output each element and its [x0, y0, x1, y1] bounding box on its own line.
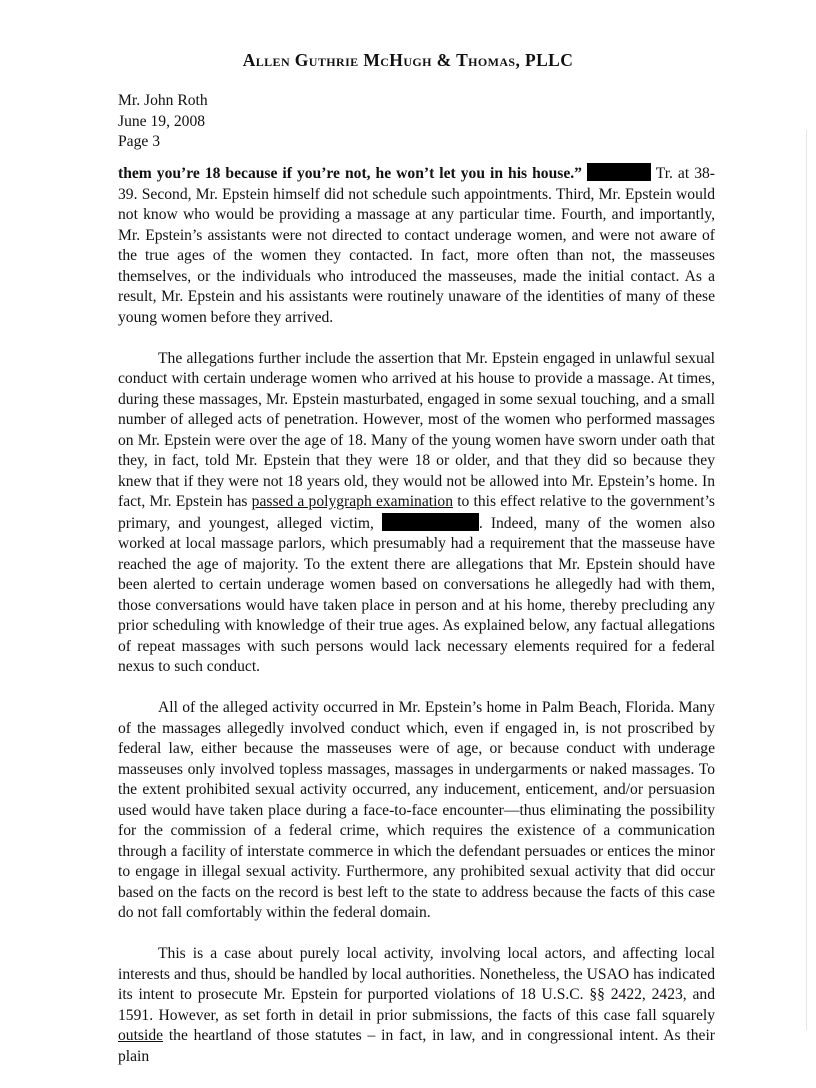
recipient-name: Mr. John Roth [118, 92, 208, 109]
scan-edge-line [806, 130, 807, 1030]
paragraph-4 [118, 944, 715, 1067]
paragraph-2-text-a: The allegations further include the assertion that Mr. Epstein engaged in unlawful sexual conduct with certain underage women who arrived at his house to provide a massage. At times, during these massages, Mr. Epstein masturbated, engaged in some sexual touching, and a small number of alleged acts of penetration. However, most of the women who performed massages on Mr. Epstein were over the age of 18. Many of the young women have sworn under oath that they, in fact, told Mr. Epstein that they were 18 or older, and that they did so because they knew that if they were not 18 years old, they would not be allowed into Mr. Epstein’s home. In fact, Mr. Epstein has [118, 349, 715, 510]
page-number: Page 3 [118, 133, 161, 150]
paragraph-2-text-c: . Indeed, many of the women also worked at local massage parlors, which presumably had a requirement that the masseuse have reached the age of majority. To the extent there are allegations that Mr. Epstein should have been alerted to certain underage women based on conversations he allegedly had with them, those conversations would have taken place in person and at his home, thereby precluding any prior scheduling with knowledge of their true ages. As explained below, any factual allegations of repeat massages with such persons would lack necessary elements required for a federal nexus to such conduct. [118, 514, 715, 675]
firm-letterhead: Allen Guthrie McHugh & Thomas, PLLC [242, 50, 574, 70]
letter-body [118, 163, 715, 1088]
paragraph-2-text-b: to this effect relative to the government’s primary, and youngest, alleged victim, [118, 493, 715, 532]
address-block [118, 91, 208, 153]
paragraph-4-text-a: This is a case about purely local activity, involving local actors, and affecting local interests and thus, should be handled by local authorities. Nonetheless, the USAO has indicated its intent to prosecute Mr. Epstein for purported violations of 18 U.S.C. §§ 2422, 2423, and 1591. However, as set forth in detail in prior submissions, the facts of this case fall squarely [118, 945, 715, 1024]
letter-date: June 19, 2008 [118, 112, 206, 130]
underlined-word: outside [118, 1027, 164, 1044]
quoted-testimony: them you’re 18 because if you’re not, he won’t let you in his house.” [118, 165, 582, 182]
underlined-phrase: passed a polygraph examination [251, 493, 454, 510]
paragraph-4-text-b: the heartland of those statutes – in fact, in law, and in congressional intent. As their plain [118, 1027, 715, 1065]
paragraph-1 [118, 163, 715, 328]
redaction-box [382, 513, 479, 531]
paragraph-2 [118, 349, 715, 678]
redaction-box [587, 163, 651, 181]
paragraph-3: All of the alleged activity occurred in Mr. Epstein’s home in Palm Beach, Florida. Many of the massages allegedly involved conduct which, even if engaged in, is not proscribed by federal law, either because the masseuses were of age, or because conduct with underage masseuses only involved topless massages, massages in undergarments or naked massages. To the extent prohibited sexual activity occurred, any inducement, enticement, and/or persuasion used would have taken place during a face-to-face encounter—thus eliminating the possibility for the commission of a federal crime, which requires the existence of a communication through a facility of interstate commerce in which the defendant persuades or entices the minor to engage in illegal sexual activity. Furthermore, any prohibited sexual activity that did occur based on the facts on the record is best left to the state to address because the facts of this case do not fall comfortably within the federal domain. [118, 699, 715, 921]
paragraph-1-text: Tr. at 38-39. Second, Mr. Epstein himself did not schedule such appointments. Third, Mr. Epstein would not know who would be providing a massage at any particular time. Fourth, and importantly, Mr. Epstein’s assistants were not directed to contact underage women, and were not aware of the true ages of the women they contacted. In fact, more often than not, the masseuses themselves, or the individuals who introduced the masseuses, made the initial contact. As a result, Mr. Epstein and his assistants were routinely unaware of the identities of many of these young women before they arrived. [118, 165, 715, 326]
